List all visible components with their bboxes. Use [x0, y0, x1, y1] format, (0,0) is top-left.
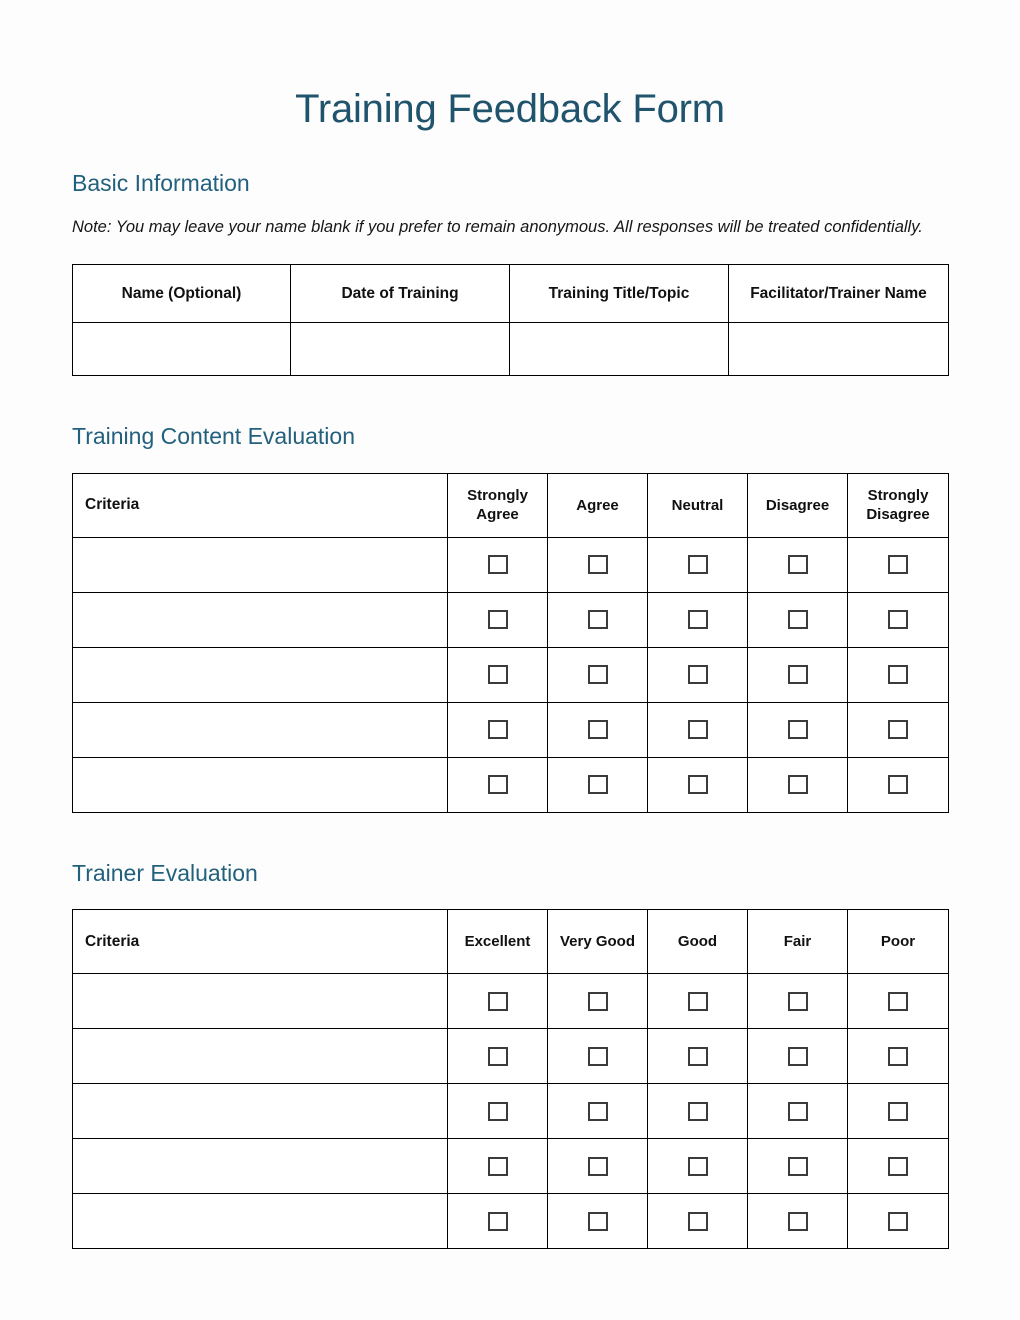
column-header-name: Name (Optional)	[73, 265, 291, 323]
checkbox-cell-excellent[interactable]	[448, 974, 548, 1029]
checkbox-icon[interactable]	[888, 1212, 908, 1231]
checkbox-icon[interactable]	[688, 1047, 708, 1066]
table-row	[73, 647, 949, 702]
table-row	[73, 323, 949, 376]
checkbox-icon[interactable]	[788, 1047, 808, 1066]
input-cell-name[interactable]	[73, 323, 291, 376]
checkbox-cell-strongly-disagree[interactable]	[848, 757, 949, 812]
checkbox-icon[interactable]	[888, 720, 908, 739]
basic-information-table	[72, 264, 949, 376]
checkbox-icon[interactable]	[788, 992, 808, 1011]
table-row	[73, 1029, 949, 1084]
checkbox-cell-disagree[interactable]	[748, 537, 848, 592]
checkbox-icon[interactable]	[488, 1047, 508, 1066]
checkbox-cell-strongly-agree[interactable]	[448, 592, 548, 647]
column-header-agree: Agree	[548, 473, 648, 537]
checkbox-icon[interactable]	[488, 1102, 508, 1121]
checkbox-icon[interactable]	[488, 555, 508, 574]
checkbox-icon[interactable]	[588, 665, 608, 684]
column-header-title-topic: Training Title/Topic	[510, 265, 729, 323]
criteria-input-cell[interactable]	[73, 1029, 448, 1084]
checkbox-icon[interactable]	[488, 1157, 508, 1176]
checkbox-cell-fair[interactable]	[748, 1084, 848, 1139]
checkbox-icon[interactable]	[788, 610, 808, 629]
checkbox-icon[interactable]	[688, 610, 708, 629]
column-header-strongly-agree: Strongly Agree	[448, 473, 548, 537]
checkbox-cell-poor[interactable]	[848, 1139, 949, 1194]
checkbox-cell-neutral[interactable]	[648, 702, 748, 757]
checkbox-icon[interactable]	[588, 555, 608, 574]
checkbox-cell-excellent[interactable]	[448, 1084, 548, 1139]
column-header-very-good: Very Good	[548, 910, 648, 974]
checkbox-icon[interactable]	[588, 720, 608, 739]
table-header-row	[73, 910, 949, 974]
checkbox-cell-strongly-disagree[interactable]	[848, 537, 949, 592]
checkbox-icon[interactable]	[588, 992, 608, 1011]
checkbox-icon[interactable]	[888, 665, 908, 684]
checkbox-cell-good[interactable]	[648, 1029, 748, 1084]
checkbox-cell-strongly-agree[interactable]	[448, 757, 548, 812]
checkbox-cell-poor[interactable]	[848, 1029, 949, 1084]
checkbox-cell-good[interactable]	[648, 1084, 748, 1139]
checkbox-cell-agree[interactable]	[548, 757, 648, 812]
anonymity-note: Note: You may leave your name blank if you prefer to remain anonymous. All responses will be treated confidentially.	[72, 217, 923, 236]
section-heading-basic-information: Basic Information	[72, 170, 250, 196]
criteria-input-cell[interactable]	[73, 974, 448, 1029]
checkbox-icon[interactable]	[788, 665, 808, 684]
checkbox-cell-disagree[interactable]	[748, 647, 848, 702]
input-cell-date[interactable]	[291, 323, 510, 376]
checkbox-icon[interactable]	[488, 1212, 508, 1231]
checkbox-cell-fair[interactable]	[748, 974, 848, 1029]
checkbox-icon[interactable]	[788, 1212, 808, 1231]
checkbox-cell-agree[interactable]	[548, 702, 648, 757]
checkbox-cell-strongly-disagree[interactable]	[848, 592, 949, 647]
column-header-poor: Poor	[848, 910, 949, 974]
table-row	[73, 1194, 949, 1249]
checkbox-cell-excellent[interactable]	[448, 1029, 548, 1084]
checkbox-icon[interactable]	[688, 1212, 708, 1231]
checkbox-icon[interactable]	[888, 1102, 908, 1121]
input-cell-title-topic[interactable]	[510, 323, 729, 376]
checkbox-icon[interactable]	[488, 775, 508, 794]
checkbox-cell-very-good[interactable]	[548, 1029, 648, 1084]
checkbox-icon[interactable]	[688, 720, 708, 739]
column-header-criteria: Criteria	[73, 473, 448, 537]
checkbox-icon[interactable]	[888, 1157, 908, 1176]
checkbox-icon[interactable]	[588, 1212, 608, 1231]
column-header-neutral: Neutral	[648, 473, 748, 537]
column-header-date: Date of Training	[291, 265, 510, 323]
input-cell-facilitator[interactable]	[729, 323, 949, 376]
checkbox-cell-neutral[interactable]	[648, 537, 748, 592]
checkbox-icon[interactable]	[688, 555, 708, 574]
section-heading-training-content-evaluation: Training Content Evaluation	[72, 423, 355, 450]
column-header-excellent: Excellent	[448, 910, 548, 974]
trainer-evaluation-table	[72, 909, 949, 1249]
checkbox-cell-strongly-disagree[interactable]	[848, 702, 949, 757]
checkbox-cell-very-good[interactable]	[548, 1084, 648, 1139]
checkbox-icon[interactable]	[488, 665, 508, 684]
checkbox-cell-agree[interactable]	[548, 592, 648, 647]
checkbox-cell-disagree[interactable]	[748, 592, 848, 647]
trainer-evaluation-rows	[73, 974, 949, 1249]
checkbox-cell-good[interactable]	[648, 1194, 748, 1249]
table-header-row	[73, 473, 949, 537]
column-header-fair: Fair	[748, 910, 848, 974]
checkbox-icon[interactable]	[488, 720, 508, 739]
checkbox-cell-disagree[interactable]	[748, 702, 848, 757]
checkbox-icon[interactable]	[588, 610, 608, 629]
checkbox-cell-strongly-agree[interactable]	[448, 647, 548, 702]
table-row	[73, 702, 949, 757]
criteria-input-cell[interactable]	[73, 647, 448, 702]
checkbox-cell-excellent[interactable]	[448, 1139, 548, 1194]
checkbox-cell-fair[interactable]	[748, 1194, 848, 1249]
checkbox-cell-strongly-disagree[interactable]	[848, 647, 949, 702]
checkbox-icon[interactable]	[688, 1157, 708, 1176]
table-row	[73, 592, 949, 647]
checkbox-cell-very-good[interactable]	[548, 1139, 648, 1194]
checkbox-icon[interactable]	[788, 555, 808, 574]
checkbox-cell-poor[interactable]	[848, 1084, 949, 1139]
column-header-disagree: Disagree	[748, 473, 848, 537]
column-header-good: Good	[648, 910, 748, 974]
checkbox-cell-strongly-agree[interactable]	[448, 702, 548, 757]
table-header-row	[73, 265, 949, 323]
table-row	[73, 757, 949, 812]
checkbox-icon[interactable]	[588, 1102, 608, 1121]
checkbox-icon[interactable]	[888, 992, 908, 1011]
table-row	[73, 974, 949, 1029]
checkbox-icon[interactable]	[488, 610, 508, 629]
table-row	[73, 1084, 949, 1139]
criteria-input-cell[interactable]	[73, 702, 448, 757]
checkbox-icon[interactable]	[688, 992, 708, 1011]
criteria-input-cell[interactable]	[73, 1139, 448, 1194]
checkbox-cell-poor[interactable]	[848, 974, 949, 1029]
column-header-strongly-disagree: Strongly Disagree	[848, 473, 949, 537]
table-row	[73, 537, 949, 592]
training-content-evaluation-table	[72, 473, 949, 813]
section-heading-trainer-evaluation: Trainer Evaluation	[72, 859, 258, 886]
table-row	[73, 1139, 949, 1194]
criteria-input-cell[interactable]	[73, 1084, 448, 1139]
column-header-criteria: Criteria	[73, 910, 448, 974]
checkbox-icon[interactable]	[788, 775, 808, 794]
checkbox-icon[interactable]	[488, 992, 508, 1011]
checkbox-icon[interactable]	[588, 1047, 608, 1066]
checkbox-cell-neutral[interactable]	[648, 592, 748, 647]
checkbox-cell-fair[interactable]	[748, 1029, 848, 1084]
checkbox-icon[interactable]	[788, 720, 808, 739]
checkbox-icon[interactable]	[888, 555, 908, 574]
checkbox-cell-agree[interactable]	[548, 647, 648, 702]
checkbox-icon[interactable]	[588, 1157, 608, 1176]
checkbox-icon[interactable]	[888, 775, 908, 794]
checkbox-icon[interactable]	[888, 610, 908, 629]
checkbox-cell-very-good[interactable]	[548, 1194, 648, 1249]
criteria-input-cell[interactable]	[73, 592, 448, 647]
column-header-facilitator: Facilitator/Trainer Name	[729, 265, 949, 323]
checkbox-cell-poor[interactable]	[848, 1194, 949, 1249]
checkbox-icon[interactable]	[588, 775, 608, 794]
criteria-input-cell[interactable]	[73, 537, 448, 592]
checkbox-cell-neutral[interactable]	[648, 647, 748, 702]
checkbox-cell-very-good[interactable]	[548, 974, 648, 1029]
checkbox-icon[interactable]	[688, 665, 708, 684]
checkbox-cell-fair[interactable]	[748, 1139, 848, 1194]
checkbox-cell-strongly-agree[interactable]	[448, 537, 548, 592]
criteria-input-cell[interactable]	[73, 757, 448, 812]
checkbox-cell-agree[interactable]	[548, 537, 648, 592]
checkbox-icon[interactable]	[688, 1102, 708, 1121]
checkbox-cell-good[interactable]	[648, 974, 748, 1029]
page-title: Training Feedback Form	[295, 87, 725, 131]
checkbox-icon[interactable]	[888, 1047, 908, 1066]
checkbox-icon[interactable]	[688, 775, 708, 794]
training-content-rows	[73, 537, 949, 812]
checkbox-cell-excellent[interactable]	[448, 1194, 548, 1249]
checkbox-cell-disagree[interactable]	[748, 757, 848, 812]
checkbox-icon[interactable]	[788, 1102, 808, 1121]
checkbox-cell-good[interactable]	[648, 1139, 748, 1194]
checkbox-cell-neutral[interactable]	[648, 757, 748, 812]
checkbox-icon[interactable]	[788, 1157, 808, 1176]
criteria-input-cell[interactable]	[73, 1194, 448, 1249]
